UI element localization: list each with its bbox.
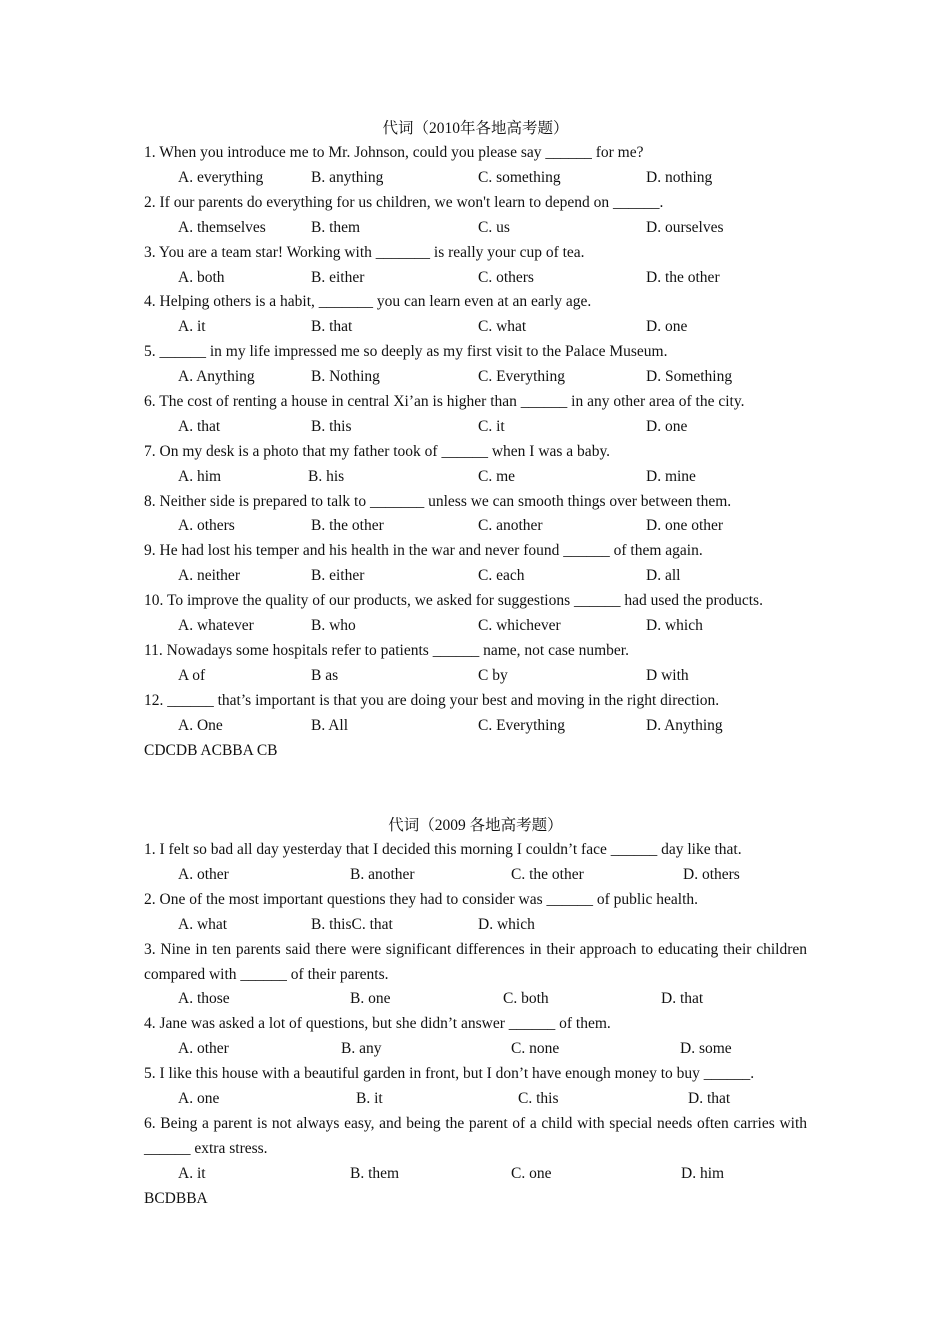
option-a: A. what — [178, 915, 228, 933]
option-b: B. it — [356, 1090, 383, 1107]
option-c: C. the other — [511, 865, 584, 883]
question-text: 1. I felt so bad all day yesterday that I decided this morning I couldn’t face ______ day like that. — [144, 841, 742, 858]
option-b: B. the other — [311, 517, 384, 535]
question-text: 9. He had lost his temper and his health in the war and never found ______ of them again. — [144, 542, 703, 560]
option-row — [144, 266, 807, 291]
option-a: A. those — [178, 990, 230, 1008]
option-b: B as — [311, 666, 339, 684]
option-b: B. thisC. that — [311, 915, 393, 933]
option-d: D. Something — [646, 368, 733, 386]
option-d: D. all — [646, 567, 681, 585]
option-d: D. Anything — [646, 716, 723, 734]
option-b: B. his — [308, 467, 345, 485]
question-text: 8. Neither side is prepared to talk to _______ unless we can smooth things over between them. — [144, 492, 732, 510]
option-b: B. who — [311, 617, 356, 635]
option-a: A. other — [178, 1040, 229, 1058]
option-a: A. both — [178, 268, 225, 286]
option-d: D. others — [683, 865, 740, 883]
option-a: A. neither — [178, 567, 240, 585]
section-title: 代词（2009 各地高考题） — [388, 817, 563, 834]
answer-key: CDCDB ACBBA CB — [144, 741, 278, 759]
option-row — [144, 913, 807, 938]
option-b: B. one — [350, 990, 391, 1008]
option-c: C. whichever — [478, 617, 561, 635]
option-a: A. one — [178, 1090, 220, 1107]
question-text: 4. Jane was asked a lot of questions, but she didn’t answer ______ of them. — [144, 1015, 611, 1033]
option-b: B. them — [350, 1164, 400, 1182]
section-title: 代词（2010年各地高考题） — [382, 120, 569, 137]
question-text: 7. On my desk is a photo that my father took of ______ when I was a baby. — [144, 442, 611, 460]
option-b: B. All — [311, 716, 349, 734]
option-c: C. one — [511, 1164, 552, 1182]
question-text: 1. When you introduce me to Mr. Johnson, could you please say ______ for me? — [144, 144, 644, 161]
option-c: C. me — [478, 467, 516, 485]
option-row — [144, 564, 807, 589]
option-b: B. anything — [311, 168, 384, 186]
option-b: B. this — [311, 417, 352, 435]
option-d: D. one — [646, 417, 688, 435]
option-a: A. that — [178, 417, 221, 435]
option-row — [144, 863, 807, 888]
option-row — [144, 1037, 807, 1062]
option-row — [144, 1162, 807, 1187]
option-d: D. that — [661, 990, 704, 1008]
option-row — [144, 714, 807, 739]
option-row — [144, 465, 807, 490]
option-a: A. themselves — [178, 218, 266, 236]
option-row — [144, 514, 807, 539]
option-b: B. either — [311, 567, 365, 585]
option-c: C. Everything — [478, 368, 565, 386]
option-c: C. this — [518, 1090, 559, 1107]
option-a: A. Anything — [178, 368, 255, 386]
option-a: A of — [178, 666, 206, 684]
option-d: D. mine — [646, 467, 696, 485]
option-b: B. either — [311, 268, 365, 286]
option-c: C. Everything — [478, 716, 565, 734]
option-c: C. each — [478, 567, 525, 585]
question-text: 3. You are a team star! Working with _______ is really your cup of tea. — [144, 243, 585, 261]
option-a: A. everything — [178, 168, 264, 186]
option-row — [144, 1087, 807, 1112]
option-d: D. one other — [646, 517, 724, 535]
question-text: 12. ______ that’s important is that you are doing your best and moving in the right direction. — [144, 691, 720, 709]
question-text: 10. To improve the quality of our products, we asked for suggestions ______ had used the products. — [144, 592, 763, 610]
option-c: C. both — [503, 990, 549, 1008]
option-row — [144, 987, 807, 1012]
question-text: 5. ______ in my life impressed me so deeply as my first visit to the Palace Museum. — [144, 343, 668, 361]
option-d: D. which — [646, 617, 703, 635]
question-text: 3. Nine in ten parents said there were significant differences in their approach to educating their children compared with ______ of their parents. — [144, 940, 807, 983]
option-d: D. him — [681, 1164, 725, 1182]
option-b: B. that — [311, 318, 353, 336]
option-b: B. another — [350, 865, 415, 883]
option-d: D. nothing — [646, 168, 713, 186]
option-c: C. it — [478, 417, 505, 435]
option-a: A. it — [178, 1164, 206, 1182]
option-row — [144, 614, 807, 639]
option-d: D with — [646, 666, 689, 684]
option-c: C. none — [511, 1040, 560, 1058]
option-c: C. what — [478, 318, 527, 336]
question-text: 11. Nowadays some hospitals refer to patients ______ name, not case number. — [144, 641, 629, 659]
option-row — [144, 166, 807, 191]
question-text: 2. One of the most important questions they had to consider was ______ of public health. — [144, 890, 699, 908]
option-c: C. something — [478, 168, 561, 186]
option-a: A. One — [178, 716, 223, 734]
option-d: D. ourselves — [646, 218, 724, 236]
option-c: C by — [478, 666, 508, 684]
answer-key: BCDBBA — [144, 1189, 208, 1207]
option-d: D. which — [478, 915, 535, 933]
option-c: C. another — [478, 517, 543, 535]
question-text: 4. Helping others is a habit, _______ you can learn even at an early age. — [144, 293, 592, 311]
question-text: 6. The cost of renting a house in central Xi’an is higher than ______ in any other area of the city. — [144, 392, 745, 410]
option-a: A. other — [178, 865, 229, 883]
option-row — [144, 415, 807, 440]
option-b: B. them — [311, 218, 361, 236]
option-d: D. some — [680, 1040, 732, 1058]
option-b: B. Nothing — [311, 368, 380, 386]
option-a: A. him — [178, 467, 222, 485]
option-row — [144, 216, 807, 241]
option-b: B. any — [341, 1040, 382, 1058]
option-row — [144, 664, 807, 689]
option-d: D. the other — [646, 268, 720, 286]
option-c: C. others — [478, 268, 534, 286]
question-text: 5. I like this house with a beautiful garden in front, but I don’t have enough money to buy ______. — [144, 1065, 755, 1083]
question-text: 6. Being a parent is not always easy, and being the parent of a child with special needs often carries with ______ extra stress. — [144, 1114, 807, 1157]
option-c: C. us — [478, 218, 510, 236]
option-a: A. others — [178, 517, 235, 535]
question-text: 2. If our parents do everything for us children, we won't learn to depend on ______. — [144, 193, 664, 211]
option-d: D. one — [646, 318, 688, 336]
option-a: A. whatever — [178, 617, 254, 635]
section-2010 — [144, 116, 807, 763]
section-2009 — [144, 813, 807, 1212]
option-a: A. it — [178, 318, 206, 336]
option-row — [144, 315, 807, 340]
option-d: D. that — [688, 1090, 731, 1107]
option-row — [144, 365, 807, 390]
